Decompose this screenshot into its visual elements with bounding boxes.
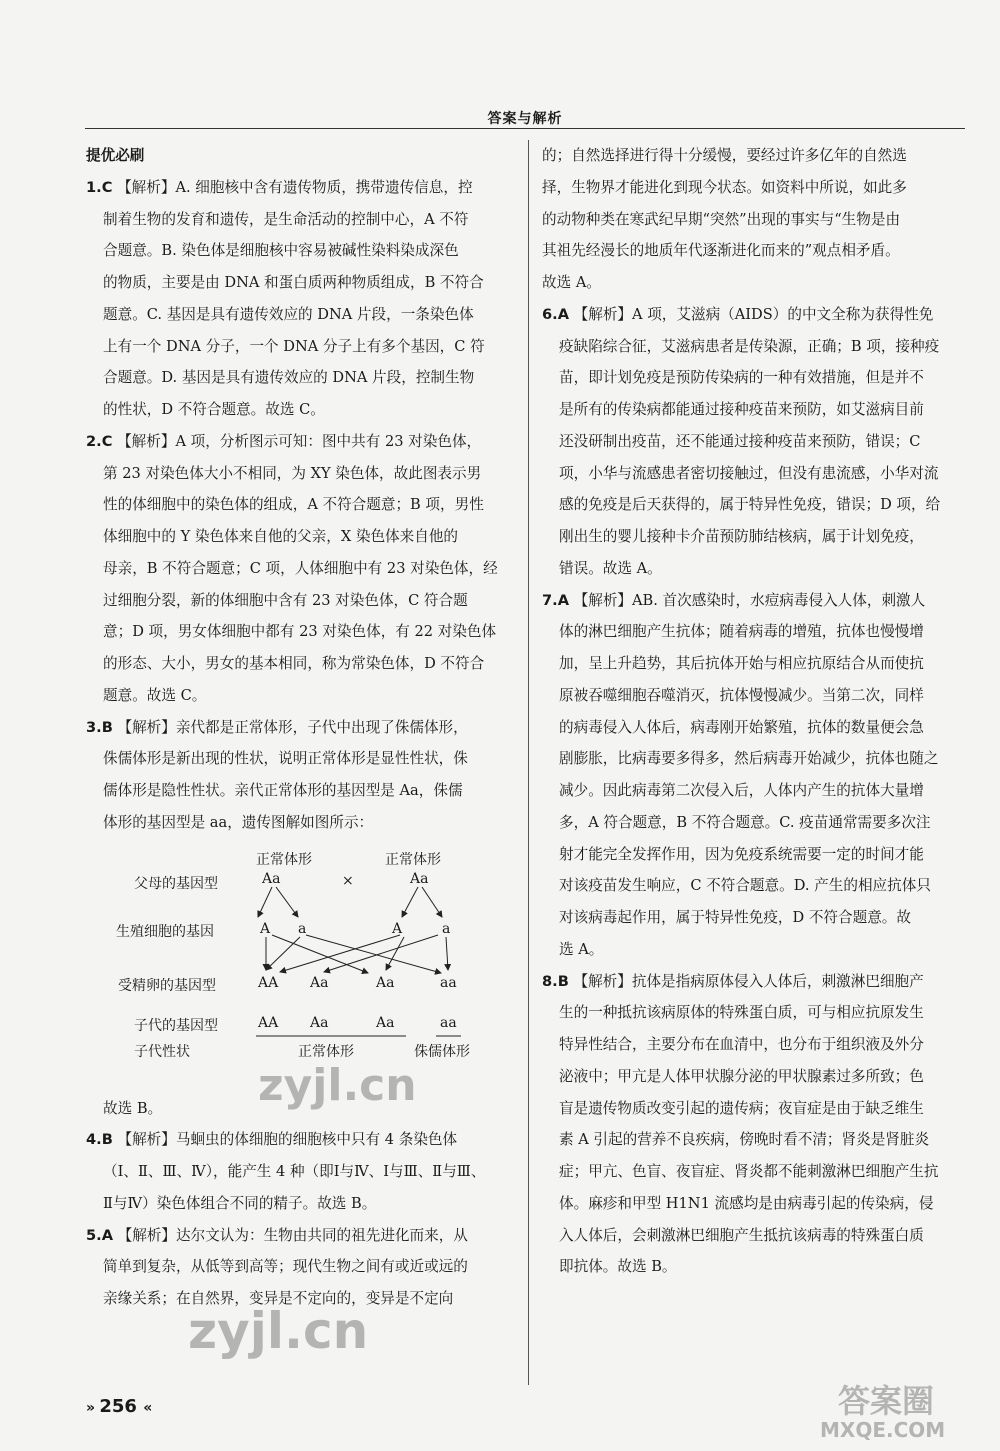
explanation-line: 性的体细胞中的染色体的组成，A 不符合题意；B 项，男性 [103,496,484,514]
phenotype-dwarf: 侏儒体形 [414,1043,470,1060]
question-2 [86,426,516,712]
cross-symbol: × [342,872,354,889]
explanation-line: 题意。C. 基因是具有遗传效应的 DNA 片段，一条染色体 [103,305,474,323]
explanation-line: 制着生物的发育和遗传，是生命活动的控制中心，A 不符 [103,210,469,228]
row-label-offspring-genotype: 子代的基因型 [134,1017,218,1034]
explanation-line: 射才能完全发挥作用，因为免疫系统需要一定的时间才能 [559,845,924,863]
parent2-genotype: Aa [410,870,429,887]
explanation-line: 疫缺陷综合征，艾滋病患者是传染源，正确；B 项，接种疫 [559,337,940,355]
explanation-line: 体的淋巴细胞产生抗体；随着病毒的增殖，抗体也慢慢增 [559,623,924,641]
explanation-line: 感的免疫是后天获得的，属于特异性免疫，错误；D 项，给 [559,496,941,514]
explanation-line: 泌液中；甲亢是人体甲状腺分泌的甲状腺素过多所致；色 [559,1067,924,1085]
question-8 [542,966,972,1284]
explanation-line: 素 A 引起的营养不良疾病，傍晚时看不清；肾炎是肾脏炎 [559,1131,930,1149]
explanation-line: 即抗体。故选 B。 [559,1258,677,1276]
explanation-line: 【解析】达尔文认为：生物由共同的祖先进化而来，从 [117,1226,468,1244]
arrow-parent2-to-A [402,887,418,917]
explanation-line: 合题意。D. 基因是具有遗传效应的 DNA 片段，控制生物 [103,369,475,387]
genetic-cross-diagram [86,839,516,1093]
arrow-a-to-AA [266,937,300,970]
explanation-line: 对该疫苗发生响应，C 不符合题意。D. 产生的相应抗体只 [559,877,931,895]
phenotype-normal: 正常体形 [298,1043,354,1060]
explanation-line: 儒体形是隐性性状。亲代正常体形的基因型是 Aa，侏儒 [103,782,463,799]
question-5-continued [542,140,972,299]
row-label-parent-genotype: 父母的基因型 [134,875,218,892]
answer-letter: A [557,591,569,609]
question-7 [542,585,972,966]
page-header-title: 答案与解析 [487,111,563,127]
answer-letter: B [557,972,569,990]
column-divider [528,140,529,1385]
explanation-line: 的形态、大小，男女的基本相同，称为常染色体，D 不符合 [103,655,485,672]
question-number: 3. [86,718,102,736]
explanation-line: 苗，即计划免疫是预防传染病的一种有效措施，但是并不 [559,369,924,387]
left-column [86,140,516,1315]
arrow-parent1-to-A [258,887,272,917]
row-label-zygote: 受精卵的基因型 [118,977,216,994]
watermark-mxqe: MXQE.COM [820,1418,946,1442]
explanation-line: 合题意。B. 染色体是细胞核中容易被碱性染料染成深色 [103,242,459,260]
question-4 [86,1124,516,1219]
explanation-line: 入人体后，会刺激淋巴细胞产生抵抗该病毒的特殊蛋白质 [559,1226,924,1244]
explanation-line: 意；D 项，男女体细胞中都有 23 对染色体，有 22 对染色体 [103,623,497,641]
explanation-line: 的动物种类在寒武纪早期“突然”出现的事实与“生物是由 [542,210,901,228]
explanation-line: Ⅱ与Ⅳ）染色体组合不同的精子。故选 B。 [103,1194,377,1212]
explanation-line: 体。麻疹和甲型 H1N1 流感均是由病毒引起的传染病，侵 [559,1194,934,1212]
watermark-daanquan: 答案圈 [838,1382,935,1420]
gamete-a-2: a [442,920,451,937]
explanation-line: 刚出生的婴儿接种卡介苗预防肺结核病，属于计划免疫， [559,528,924,545]
explanation-line: 其祖先经漫长的地质年代逐渐进化而来的”观点相矛盾。 [542,242,900,260]
gamete-a-1: a [298,920,307,937]
explanation-line: 项，小华与流感患者密切接触过，但没有患流感，小华对流 [559,464,939,482]
zygote-Aa-1: Aa [310,974,329,991]
arrow-parent1-to-a [276,887,298,917]
row-label-phenotype: 子代性状 [134,1043,190,1060]
explanation-line: 题意。故选 C。 [103,686,207,704]
header-rule [85,128,965,129]
answer-letter: B [101,718,113,736]
explanation-line: 加，呈上升趋势，其后抗体开始与相应抗原结合从而使抗 [559,655,924,672]
question-number: 2. [86,432,102,450]
row-label-gametes: 生殖细胞的基因 [116,923,214,940]
explanation-line: 【解析】亲代都是正常体形，子代中出现了侏儒体形， [117,718,468,736]
question-number: 8. [542,972,558,990]
explanation-line: 亲缘关系；在自然界，变异是不定向的，变异是不定向 [103,1290,454,1307]
question-number: 4. [86,1131,102,1149]
explanation-line: 【解析】A 项，艾滋病（AIDS）的中文全称为获得性免 [573,305,934,323]
question-6 [542,299,972,585]
parent2-phenotype: 正常体形 [385,851,441,868]
explanation-line: 过细胞分裂，新的体细胞中含有 23 对染色体，C 符合题 [103,591,468,609]
answer-letter: C [101,178,113,196]
explanation-line: 是所有的传染病都能通过接种疫苗来预防，如艾滋病目前 [559,401,924,418]
explanation-line: 第 23 对染色体大小不相同，为 XY 染色体，故此图表示男 [103,464,482,482]
explanation-line: 错误。故选 A。 [559,559,662,577]
explanation-line: 的性状，D 不符合题意。故选 C。 [103,401,325,418]
right-column [542,140,972,1283]
watermark-zyjl-2: zyjl.cn [188,1302,369,1360]
answer-letter: A [557,305,569,323]
section-title: 提优必刷 [86,147,145,164]
page-number [86,1396,150,1417]
explanation-line: 上有一个 DNA 分子，一个 DNA 分子上有多个基因，C 符 [103,337,485,355]
explanation-line: 【解析】马蛔虫的体细胞的细胞核中只有 4 条染色体 [117,1131,458,1149]
answer-letter: A [101,1226,113,1244]
gamete-A-1: A [260,920,271,937]
explanation-line: 体细胞中的 Y 染色体来自他的父亲，X 染色体来自他的 [103,528,459,545]
explanation-line: 故选 A。 [542,274,601,291]
chevron-left-icon: « [143,1400,151,1416]
explanation-line: 择，生物界才能进化到现今状态。如资料中所说，如此多 [542,178,907,196]
explanation-line: 特异性结合，主要分布在血清中，也分布于组织液及外分 [559,1036,924,1053]
offspring-AA: AA [258,1014,279,1031]
question-number: 6. [542,305,558,323]
explanation-line: 生的一种抵抗该病原体的特殊蛋白质，可与相应抗原发生 [559,1004,924,1022]
question-number: 1. [86,178,102,196]
parent1-genotype: Aa [262,870,281,887]
explanation-line: 盲是遗传物质改变引起的遗传病；夜盲症是由于缺乏维生 [559,1099,924,1117]
explanation-line: 的；自然选择进行得十分缓慢，要经过许多亿年的自然选 [542,147,907,164]
explanation-line: （Ⅰ、Ⅱ、Ⅲ、Ⅳ），能产生 4 种（即Ⅰ与Ⅳ、Ⅰ与Ⅲ、Ⅱ与Ⅲ、 [103,1163,486,1180]
explanation-line: 故选 B。 [103,1099,163,1117]
arrow-a2-to-aa [446,937,448,970]
arrow-A-to-Aa [272,935,368,973]
explanation-line: 母亲，B 不符合题意；C 项，人体细胞中有 23 对染色体，经 [103,559,498,577]
question-number: 5. [86,1226,102,1244]
explanation-line: 的病毒侵入人体后，病毒刚开始繁殖，抗体的数量便会急 [559,718,924,736]
explanation-line: 剧膨胀，比病毒要多得多，然后病毒开始减少，抗体也随之 [559,750,939,768]
explanation-line: 原被吞噬细胞吞噬消灭，抗体慢慢减少。当第二次，同样 [559,686,924,704]
gamete-A-2: A [392,920,403,937]
explanation-line: 【解析】A. 细胞核中含有遗传物质，携带遗传信息，控 [117,178,473,196]
explanation-line: 选 A。 [559,940,604,958]
answer-letter: C [101,432,113,450]
explanation-line: 侏儒体形是新出现的性状，说明正常体形是显性性状，侏 [103,750,468,768]
explanation-line: 体形的基因型是 aa，遗传图解如图所示： [103,813,374,831]
arrow-A2-to-Aa [386,937,404,970]
offspring-aa: aa [440,1014,457,1031]
explanation-line: 症；甲亢、色盲、夜盲症、肾炎都不能刺激淋巴细胞产生抗 [559,1163,939,1180]
explanation-line: 多，A 符合题意，B 不符合题意。C. 疫苗通常需要多次注 [559,813,931,831]
arrow-parent2-to-a [422,887,442,917]
answer-letter: B [101,1131,113,1149]
explanation-line: 【解析】抗体是指病原体侵入人体后，刺激淋巴细胞产 [573,972,924,990]
explanation-line: 的物质，主要是由 DNA 和蛋白质两种物质组成，B 不符合 [103,274,484,291]
chevron-right-icon: » [86,1400,94,1416]
zygote-Aa-2: Aa [376,974,395,991]
question-5 [86,1220,516,1315]
question-1 [86,172,516,426]
offspring-Aa-1: Aa [310,1014,329,1031]
zygote-aa: aa [440,974,457,991]
zygote-AA: AA [258,974,279,991]
page-number-value: 256 [99,1396,137,1417]
question-number: 7. [542,591,558,609]
explanation-line: 简单到复杂，从低等到高等；现代生物之间有或近或远的 [103,1258,468,1276]
explanation-line: 对该病毒起作用，属于特异性免疫，D 不符合题意。故 [559,909,911,926]
watermark-zyjl-1: zyjl.cn [258,1060,417,1111]
parent1-phenotype: 正常体形 [256,851,312,868]
offspring-Aa-2: Aa [376,1014,395,1031]
explanation-line: 【解析】A 项，分析图示可知：图中共有 23 对染色体， [117,432,482,450]
explanation-line: 减少。因此病毒第二次侵入后，人体内产生的抗体大量增 [559,782,924,799]
explanation-line: 【解析】AB. 首次感染时，水痘病毒侵入人体，刺激人 [573,591,926,609]
explanation-line: 还没研制出疫苗，还不能通过接种疫苗来预防，错误；C [559,432,921,450]
